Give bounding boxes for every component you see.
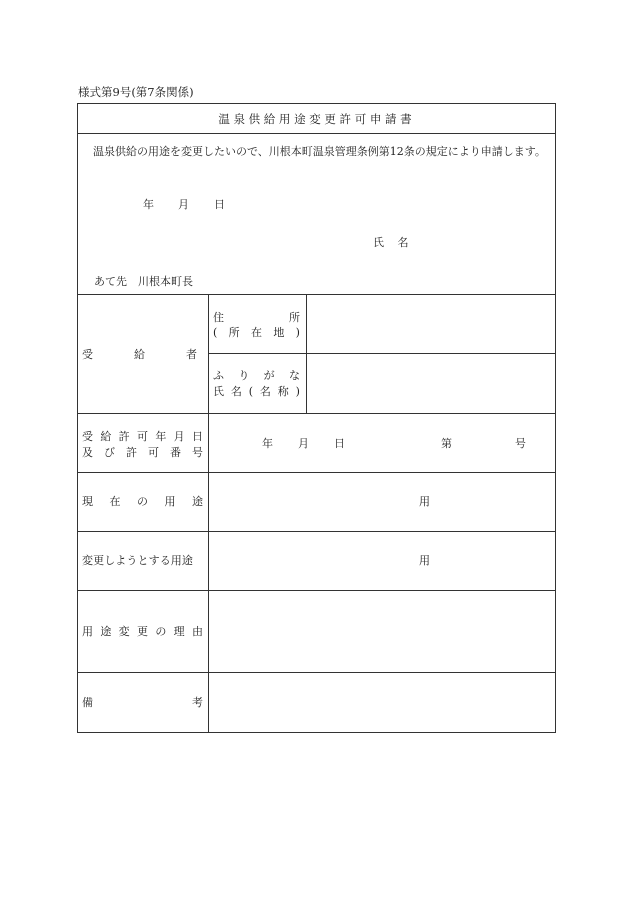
- new-use-label: 変更しようとする用途: [82, 554, 193, 567]
- application-statement: 温泉供給の用途を変更したいので、川根本町温泉管理条例第12条の規定により申請します。: [93, 145, 546, 158]
- permit-year-label: 年: [262, 437, 273, 450]
- remarks-field[interactable]: [209, 673, 555, 732]
- permit-number-suffix: 号: [515, 437, 526, 450]
- remarks-label: 備 考: [82, 696, 203, 709]
- name-corp-label: 氏 名 ( 名 称 ): [213, 385, 300, 398]
- permit-current-divider: [77, 472, 556, 473]
- addressee: あて先 川根本町長: [94, 275, 193, 288]
- recipient-permit-divider: [77, 413, 556, 414]
- form-caption: 様式第9号(第7条関係): [78, 85, 194, 99]
- location-label: ( 所 在 地 ): [213, 326, 300, 339]
- permit-month-label: 月: [298, 437, 309, 450]
- furigana-label: ふ り が な: [213, 369, 300, 382]
- permit-number-label: 及 び 許 可 番 号: [82, 446, 203, 459]
- title-divider: [77, 133, 556, 134]
- permit-date-label: 受 給 許 可 年 月 日: [82, 430, 203, 443]
- permit-day-label: 日: [334, 437, 345, 450]
- name-field[interactable]: [307, 354, 555, 413]
- address-field[interactable]: [307, 295, 555, 353]
- current-new-divider: [77, 531, 556, 532]
- date-day-label: 日: [214, 198, 225, 211]
- new-use-unit: 用: [419, 554, 430, 567]
- applicant-name-label: 氏 名: [373, 236, 409, 249]
- recipient-label: 受 給 者: [82, 348, 197, 361]
- permit-number-prefix: 第: [441, 437, 452, 450]
- current-use-label: 現 在 の 用 途: [82, 495, 203, 508]
- form-title: 温 泉 供 給 用 途 変 更 許 可 申 請 書: [218, 112, 412, 126]
- address-label: 住 所: [213, 311, 300, 324]
- reason-label: 用 途 変 更 の 理 由: [82, 625, 203, 638]
- reason-field[interactable]: [209, 591, 555, 672]
- date-year-label: 年: [143, 198, 154, 211]
- date-month-label: 月: [178, 198, 189, 211]
- current-use-unit: 用: [419, 495, 430, 508]
